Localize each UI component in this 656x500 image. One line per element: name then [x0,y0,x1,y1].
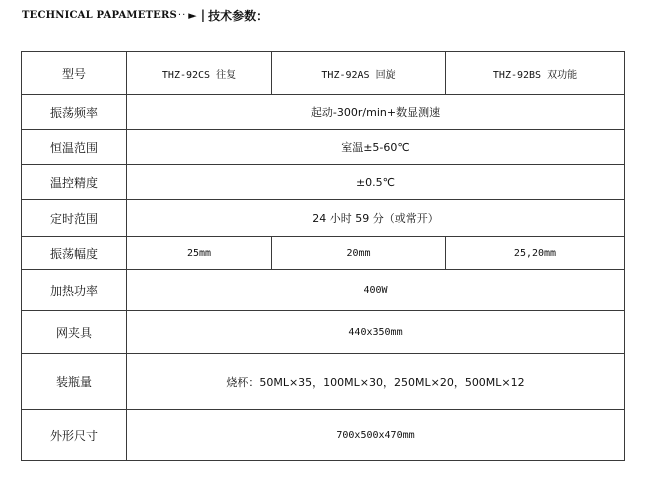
row-label-model: 型号 [22,52,127,95]
row-value-amplitude-92bs: 25,20mm [446,237,625,270]
row-value: 起动-300r/min+数显测速 [127,95,625,130]
header-separator: | [200,8,206,22]
table-row [22,354,625,410]
row-value: 24 小时 59 分（或常开） [127,200,625,237]
model-cell-92bs: THZ-92BS 双功能 [446,52,625,95]
play-arrow-icon: ► [188,8,197,22]
header-title-cn: 技术参数： [208,8,269,23]
row-value: 烧杯：50ML×35，100ML×30，250ML×20，500ML×12 [127,354,625,410]
table-row [22,130,625,165]
row-value: 440x350mm [127,311,625,354]
table-row [22,165,625,200]
row-label: 网夹具 [22,311,127,354]
row-label: 温控精度 [22,165,127,200]
row-label: 外形尺寸 [22,410,127,461]
row-value: 室温±5-60℃ [127,130,625,165]
row-label: 定时范围 [22,200,127,237]
row-value: ±0.5℃ [127,165,625,200]
model-cell-92cs: THZ-92CS 往复 [127,52,272,95]
table-row [22,237,625,270]
header-dots: ·· [177,9,187,21]
table-row [22,410,625,461]
row-label: 装瓶量 [22,354,127,410]
table-row [22,270,625,311]
row-value: 400W [127,270,625,311]
table-row [22,311,625,354]
row-label: 振荡频率 [22,95,127,130]
table-row-model [22,52,625,95]
table-row [22,95,625,130]
row-label: 恒温范围 [22,130,127,165]
spec-table [21,51,625,461]
row-value: 700x500x470mm [127,410,625,461]
model-cell-92as: THZ-92AS 回旋 [272,52,446,95]
row-value-amplitude-92cs: 25mm [127,237,272,270]
section-header [22,7,268,23]
row-label: 加热功率 [22,270,127,311]
row-value-amplitude-92as: 20mm [272,237,446,270]
table-row [22,200,625,237]
header-title-en: TECHNICAL PAPAMETERS [22,9,177,21]
row-label: 振荡幅度 [22,237,127,270]
